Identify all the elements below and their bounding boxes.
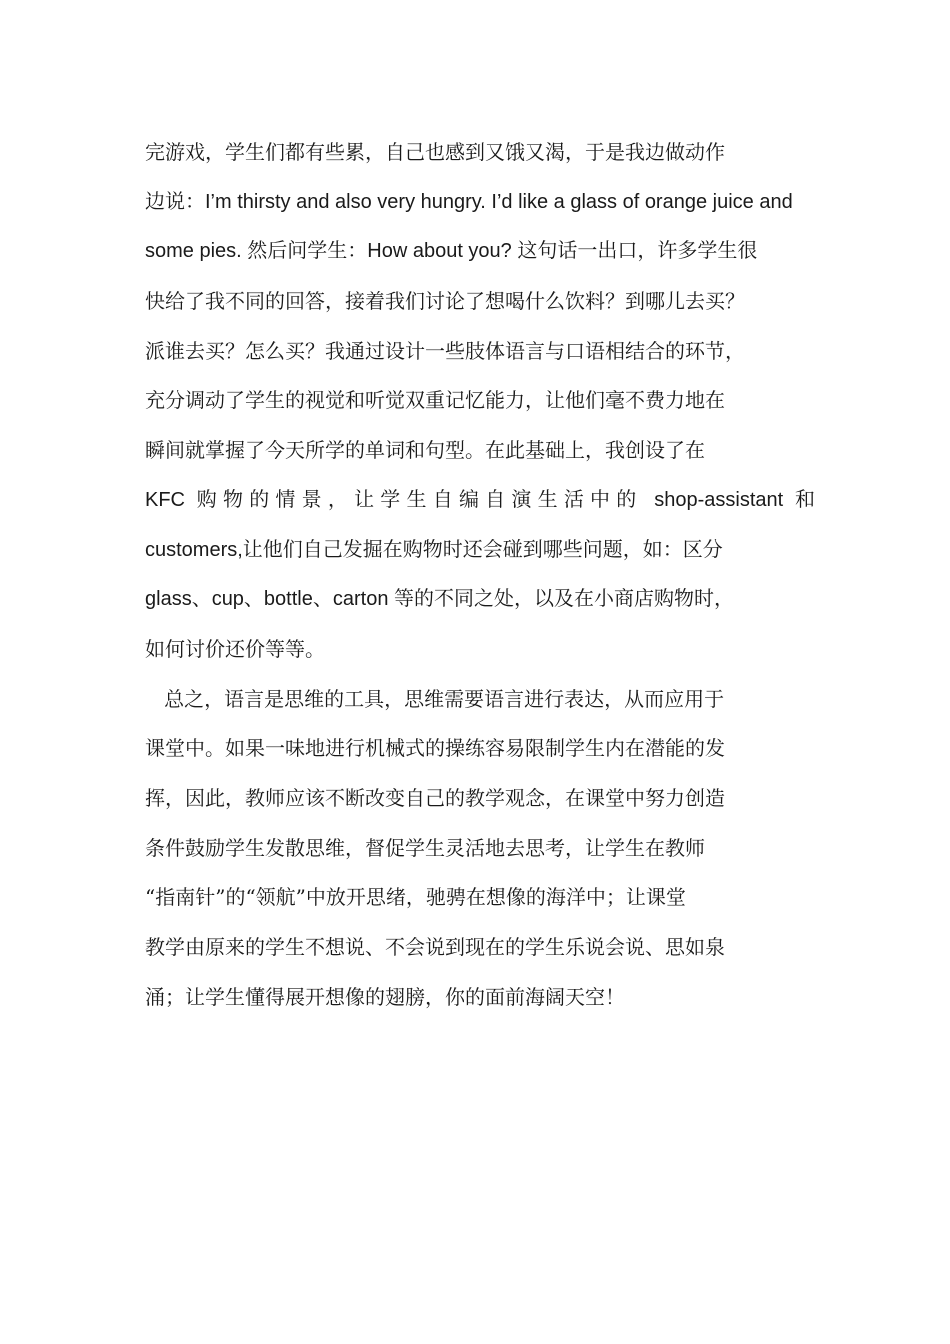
text-line: 边说：I’m thirsty and also very hungry. I’d like a glass of orange juice and [145, 190, 793, 213]
text-line: some pies. 然后问学生：How about you? 这句话一出口，许多学生很 [145, 240, 758, 263]
text-line: 如何讨价还价等等。 [145, 636, 325, 661]
text-line: 涌；让学生懂得展开想像的翅膀，你的面前海阔天空！ [145, 984, 625, 1009]
text-line: 教学由原来的学生不想说、不会说到现在的学生乐说会说、思如泉 [145, 935, 725, 959]
text-line: “指南针”的“领航”中放开思绪，驰骋在想像的海洋中；让课堂 [145, 885, 686, 910]
text-line: 课堂中。如果一味地进行机械式的操练容易限制学生内在潜能的发 [145, 736, 725, 761]
text-line: 条件鼓励学生发散思维，督促学生灵活地去思考，让学生在教师 [145, 835, 705, 860]
text-line: 瞬间就掌握了今天所学的单词和句型。在此基础上，我创设了在 [145, 438, 705, 463]
text-line: customers,让他们自己发掘在购物时还会碰到哪些问题，如：区分 [145, 538, 723, 561]
text-line: 总之，语言是思维的工具，思维需要语言进行表达，从而应用于 [145, 686, 725, 711]
text-line: 挥，因此，教师应该不断改变自己的教学观念，在课堂中努力创造 [145, 785, 725, 810]
text-line: KFC 购物的情景，让学生自编自演生活中的 shop-assistant 和 [145, 488, 815, 511]
body-text [145, 128, 815, 1022]
text-line: 完游戏，学生们都有些累，自己也感到又饿又渴，于是我边做动作 [145, 140, 725, 164]
text-line: 派谁去买？怎么买？我通过设计一些肢体语言与口语相结合的环节， [145, 338, 745, 363]
text-line: 快给了我不同的回答，接着我们讨论了想喝什么饮料？到哪儿去买？ [145, 289, 745, 314]
text-line: 充分调动了学生的视觉和听觉双重记忆能力，让他们毫不费力地在 [145, 388, 725, 413]
text-line: glass、cup、bottle、carton 等的不同之处，以及在小商店购物时， [145, 588, 735, 611]
